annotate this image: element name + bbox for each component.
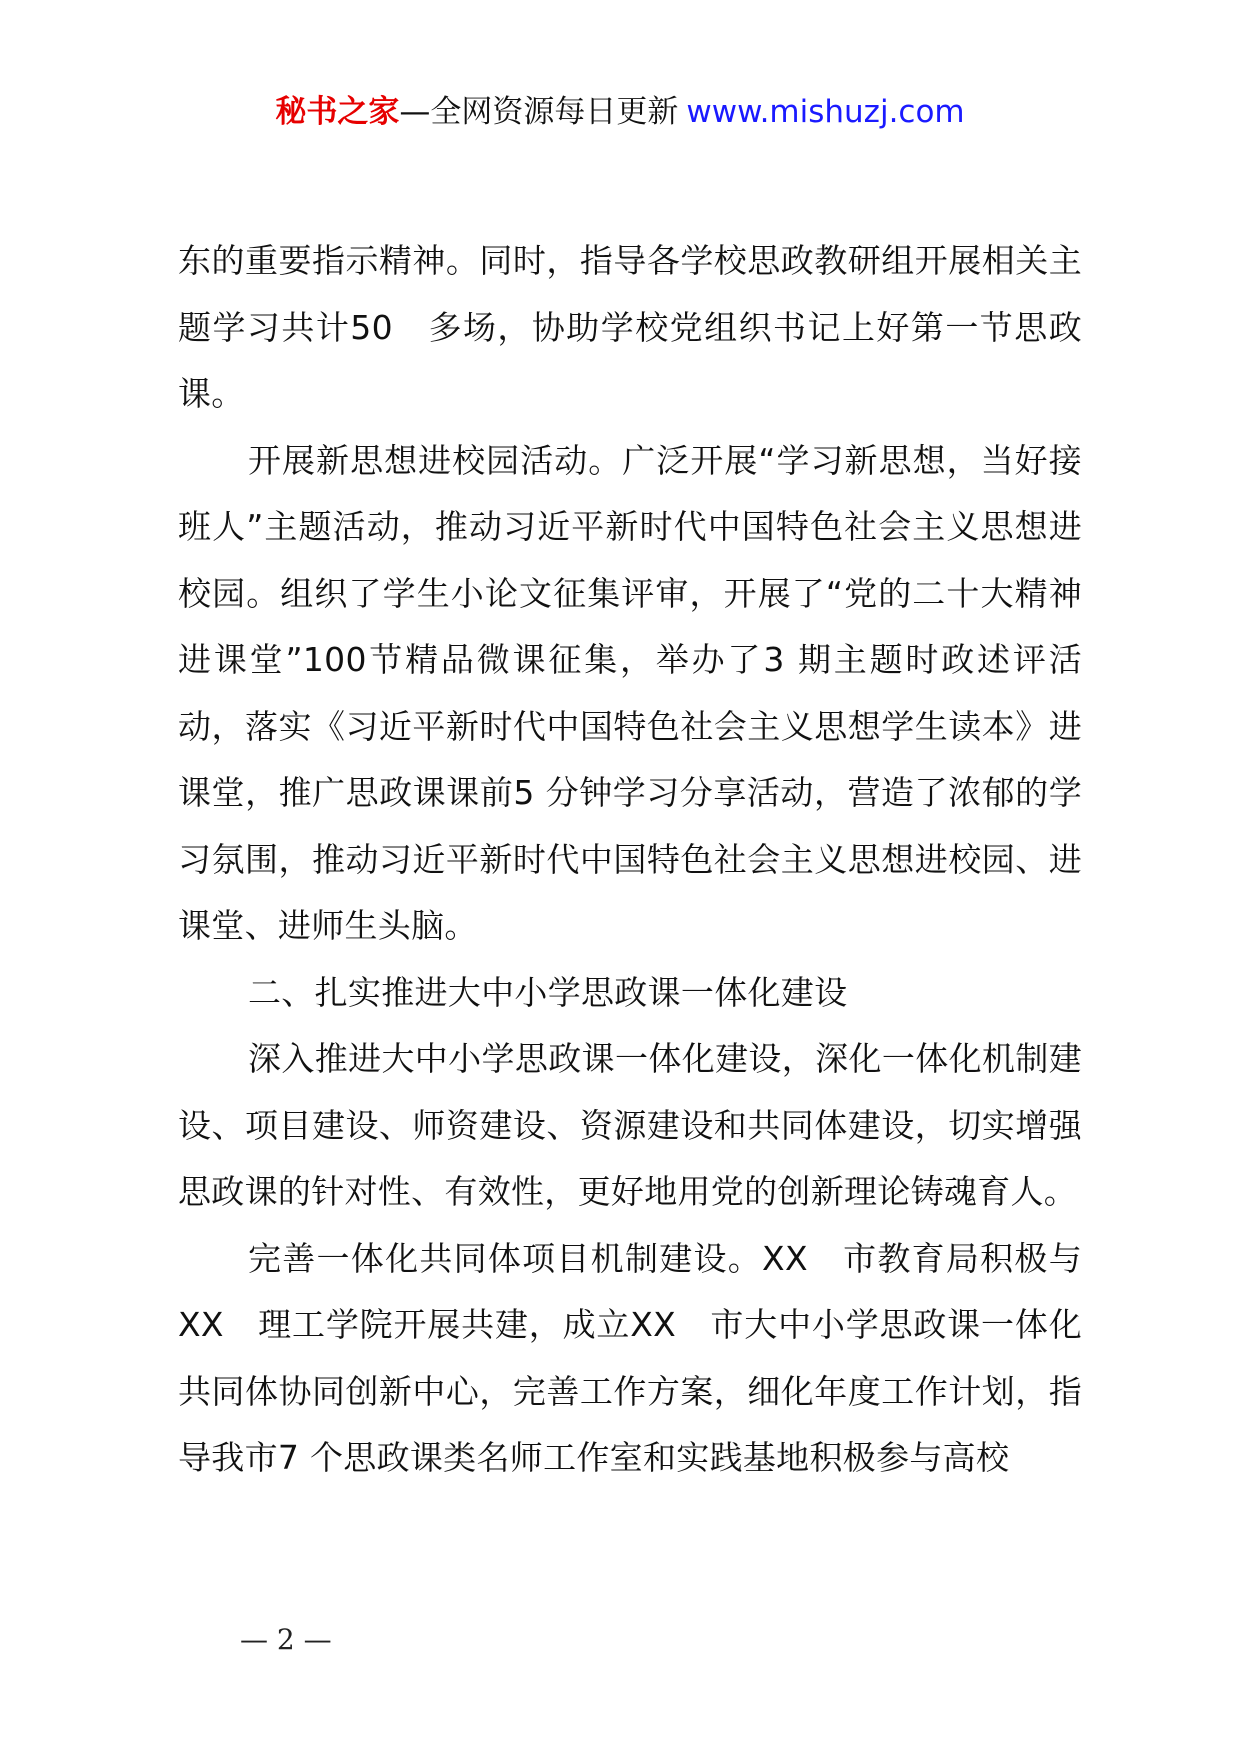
paragraph-community-mechanism: 完善一体化共同体项目机制建设。XX 市教育局积极与XX 理工学院开展共建，成立XX 市大中小学思政课一体化共同体协同创新中心，完善工作方案，细化年度工作计划，指导我市7 个思政课类名师工作室和实践基地积极参与高校	[178, 1238, 1082, 1477]
site-header	[0, 92, 1240, 132]
site-url[interactable]: www.mishuzj.com	[686, 94, 965, 130]
document-body	[178, 228, 1082, 1492]
site-slogan: —全网资源每日更新	[399, 94, 679, 130]
site-brand: 秘书之家	[275, 94, 400, 130]
paragraph-new-thought-campus: 开展新思想进校园活动。广泛开展“学习新思想，当好接班人”主题活动，推动习近平新时代中国特色社会主义思想进校园。组织了学生小论文征集评审，开展了“党的二十大精神进课堂”100节精品微课征集，举办了3 期主题时政述评活动，落实《习近平新时代中国特色社会主义思想学生读本》进课堂，推广思政课课前5 分钟学习分享活动，营造了浓郁的学习氛围，推动习近平新时代中国特色社会主义思想进校园、进课堂、进师生头脑。	[178, 440, 1082, 945]
paragraph-integration: 深入推进大中小学思政课一体化建设，深化一体化机制建设、项目建设、师资建设、资源建设和共同体建设，切实增强思政课的针对性、有效性，更好地用党的创新理论铸魂育人。	[178, 1039, 1082, 1211]
paragraph-continuation: 东的重要指示精神。同时，指导各学校思政教研组开展相关主题学习共计50 多场，协助学校党组织书记上好第一节思政课。	[178, 241, 1082, 413]
page-number: — 2 —	[240, 1623, 332, 1656]
section-heading-two: 二、扎实推进大中小学思政课一体化建设	[248, 972, 848, 1012]
